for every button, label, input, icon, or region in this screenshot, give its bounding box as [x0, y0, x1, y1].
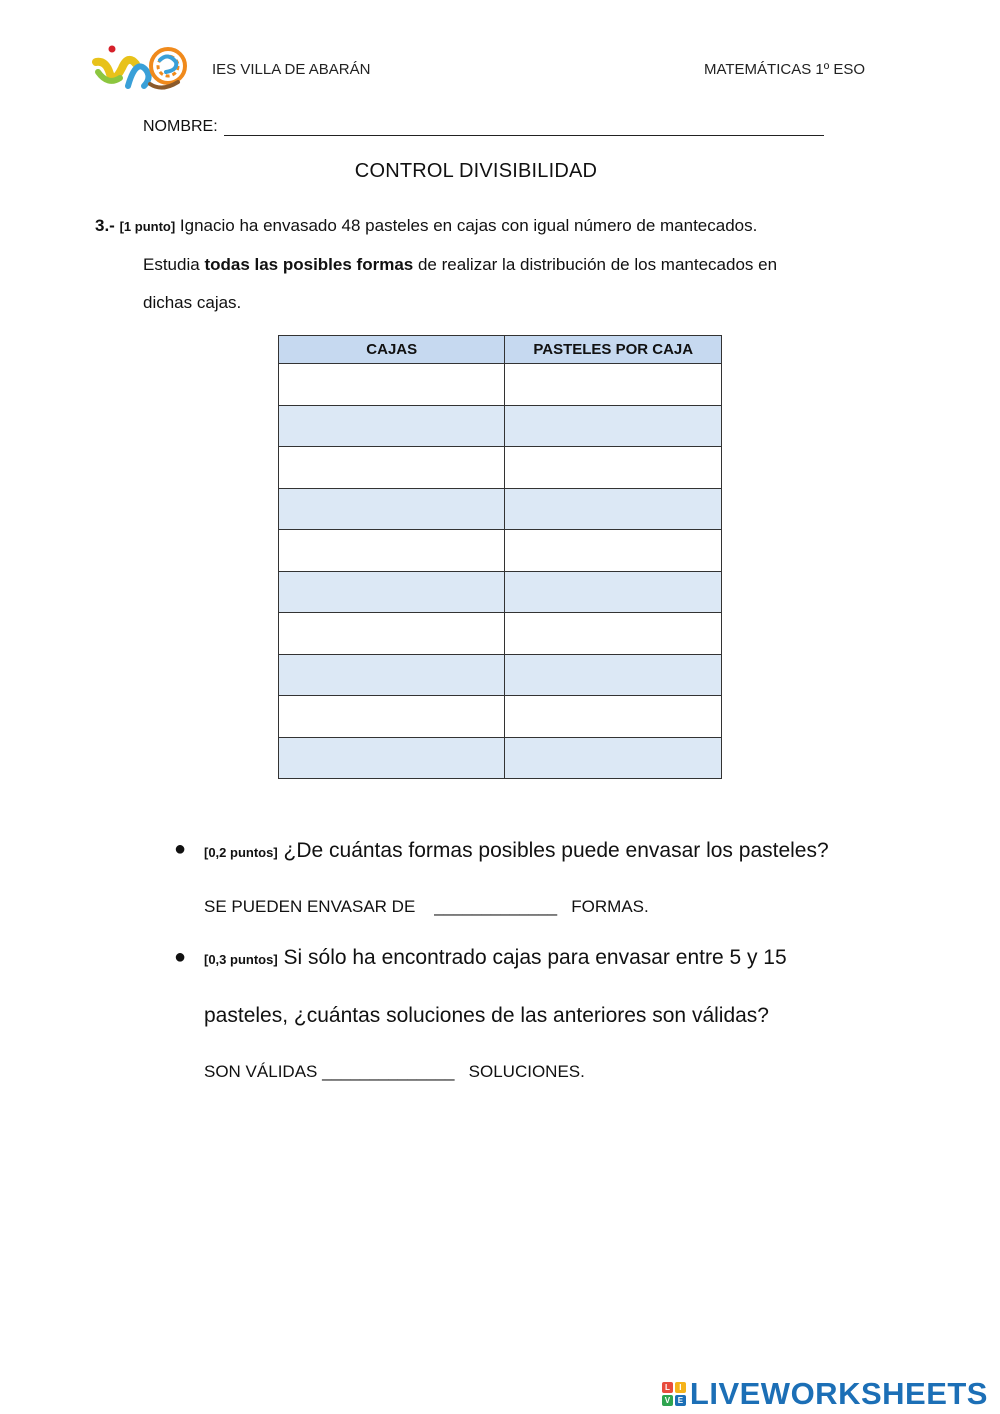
- sub-question-1-points: [0,2 puntos]: [204, 845, 278, 860]
- question-line-2: [95, 246, 855, 284]
- sub-question-2-answer: [204, 1062, 585, 1082]
- cell-pasteles[interactable]: [505, 530, 722, 572]
- cell-pasteles[interactable]: [505, 654, 722, 696]
- cell-pasteles[interactable]: [505, 696, 722, 738]
- bullet-icon: ●: [174, 946, 187, 968]
- question-3: [95, 207, 855, 322]
- table-row: [279, 364, 722, 406]
- answer-2-prefix: SON VÁLIDAS: [204, 1062, 318, 1081]
- table-row: [279, 654, 722, 696]
- page-title: CONTROL DIVISIBILIDAD: [354, 160, 598, 182]
- answer-table: [278, 335, 722, 779]
- header-cajas: CAJAS: [279, 336, 505, 364]
- cell-cajas[interactable]: [279, 613, 505, 655]
- answer-2-suffix: SOLUCIONES.: [468, 1062, 585, 1081]
- brand-block: E: [675, 1395, 686, 1406]
- answer-2-blank[interactable]: ______________: [322, 1062, 455, 1081]
- question-line-1: Ignacio ha envasado 48 pasteles en cajas con igual número de mantecados.: [179, 216, 758, 235]
- brand-block: V: [662, 1395, 673, 1406]
- table-row: [279, 447, 722, 489]
- question-line-2-bold: todas las posibles formas: [204, 255, 414, 274]
- table-row: [279, 696, 722, 738]
- cell-pasteles[interactable]: [505, 405, 722, 447]
- cell-cajas[interactable]: [279, 571, 505, 613]
- cell-cajas[interactable]: [279, 488, 505, 530]
- sub-question-1-text: ¿De cuántas formas posibles puede envasar los pasteles?: [283, 839, 829, 862]
- question-line-2-post: de realizar la distribución de los mantecados en: [413, 255, 778, 274]
- question-line-3: dichas cajas.: [143, 293, 242, 312]
- name-input-line[interactable]: [224, 118, 824, 136]
- bullet-icon: ●: [174, 838, 187, 860]
- table-row: [279, 737, 722, 779]
- cell-cajas[interactable]: [279, 405, 505, 447]
- answer-1-suffix: FORMAS.: [571, 897, 649, 916]
- question-number: 3.-: [95, 216, 115, 235]
- name-label: NOMBRE:: [143, 118, 218, 135]
- table-header-row: [279, 336, 722, 364]
- cell-cajas[interactable]: [279, 530, 505, 572]
- cell-pasteles[interactable]: [505, 613, 722, 655]
- question-line-2-pre: Estudia: [143, 255, 205, 274]
- sub-question-2-points: [0,3 puntos]: [204, 952, 278, 967]
- question-points: [1 punto]: [119, 219, 176, 234]
- answer-1-prefix: SE PUEDEN ENVASAR DE: [204, 897, 416, 916]
- brand-block: I: [675, 1382, 686, 1393]
- table-row: [279, 488, 722, 530]
- cell-cajas[interactable]: [279, 737, 505, 779]
- cell-cajas[interactable]: [279, 447, 505, 489]
- cell-cajas[interactable]: [279, 654, 505, 696]
- subject-name: MATEMÁTICAS 1º ESO: [704, 61, 866, 78]
- table-row: [279, 613, 722, 655]
- school-logo-icon: [92, 40, 192, 96]
- sub-question-1: [204, 839, 829, 863]
- liveworksheets-brand: [662, 1376, 988, 1412]
- table-row: [279, 571, 722, 613]
- sub-question-2: [204, 946, 787, 970]
- sub-question-2-text-2: pasteles, ¿cuántas soluciones de las anteriores son válidas?: [204, 1004, 769, 1027]
- answer-1-blank[interactable]: _____________: [434, 897, 558, 916]
- table-row: [279, 530, 722, 572]
- cell-pasteles[interactable]: [505, 737, 722, 779]
- brand-wordmark: LIVEWORKSHEETS: [689, 1376, 988, 1411]
- cell-pasteles[interactable]: [505, 571, 722, 613]
- cell-pasteles[interactable]: [505, 447, 722, 489]
- school-name: IES VILLA DE ABARÁN: [212, 61, 371, 78]
- header-pasteles-por-caja: PASTELES POR CAJA: [505, 336, 722, 364]
- sub-question-2-text-1: Si sólo ha encontrado cajas para envasar entre 5 y 15: [283, 946, 787, 969]
- brand-blocks-icon: [662, 1382, 686, 1406]
- sub-question-1-answer: [204, 897, 649, 917]
- brand-block: L: [662, 1382, 673, 1393]
- cell-cajas[interactable]: [279, 364, 505, 406]
- cell-pasteles[interactable]: [505, 364, 722, 406]
- cell-pasteles[interactable]: [505, 488, 722, 530]
- cell-cajas[interactable]: [279, 696, 505, 738]
- name-field: [143, 118, 824, 136]
- table-row: [279, 405, 722, 447]
